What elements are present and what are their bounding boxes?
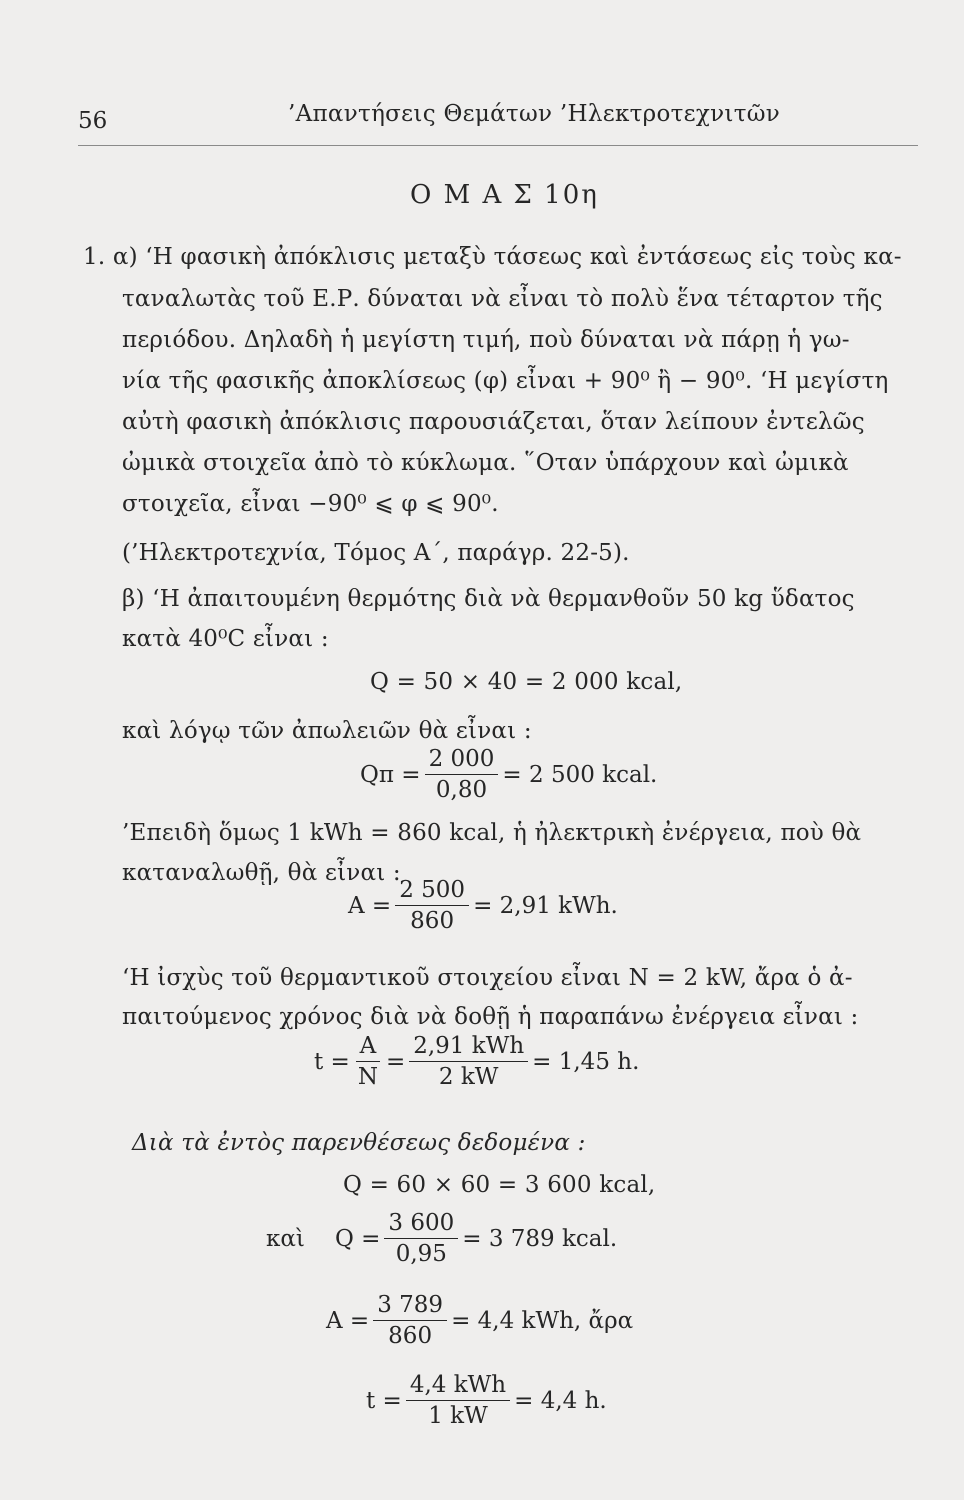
equation-rhs: = 3 789 kcal. (462, 1225, 618, 1252)
part-a-line: περιόδου. Δηλαδὴ ἡ μεγίστη τιμή, ποὺ δύναται νὰ πάρῃ ἡ γω- (122, 327, 850, 353)
equation-energy (348, 877, 618, 934)
equation-rhs: = 4,4 h. (514, 1387, 607, 1414)
part-a-reference: (’Ηλεκτροτεχνία, Τόμος Α΄, παράγρ. 22-5). (122, 540, 630, 566)
part-a-line: νία τῆς φασικῆς ἀποκλίσεως (φ) εἶναι + 90⁰ ἢ − 90⁰. ‘Η μεγίστη (122, 368, 889, 394)
equation-rhs: = 2 500 kcal. (502, 761, 658, 788)
equation-lhs: Q = (334, 1225, 381, 1252)
fraction (425, 746, 499, 803)
equation-lhs: A = (326, 1307, 370, 1334)
part-b-intro-line: β) ‘Η ἀπαιτουμένη θερμότης διὰ νὰ θερμανθοῦν 50 kg ὕδατος (122, 586, 855, 612)
fraction (384, 1210, 458, 1267)
equation-lhs: t = (314, 1048, 350, 1075)
equation-lhs: Qπ = (360, 761, 421, 788)
equation-heat-losses (360, 746, 657, 803)
section-title: Ο Μ Α Σ 10η (410, 180, 599, 210)
fraction-denominator: 2 kW (438, 1064, 499, 1090)
fraction (354, 1033, 382, 1090)
bracket-data-heading: Διὰ τὰ ἐντὸς παρενθέσεως δεδομένα : (132, 1130, 586, 1156)
fraction (395, 877, 469, 934)
fraction (373, 1292, 447, 1349)
header-rule (78, 145, 918, 146)
equation-prefix: καὶ (266, 1225, 305, 1252)
power-text-line: ‘Η ἰσχὺς τοῦ θερμαντικοῦ στοιχείου εἶναι N = 2 kW, ἄρα ὁ ἀ- (122, 965, 853, 991)
fraction-denominator: 0,80 (435, 777, 488, 803)
power-text-line: παιτούμενος χρόνος διὰ νὰ δοθῇ ἡ παραπάνω ἐνέργεια εἶναι : (122, 1004, 859, 1030)
part-a-line: ὠμικὰ στοιχεῖα ἀπὸ τὸ κύκλωμα. ῞Οταν ὑπάρχουν καὶ ὠμικὰ (122, 450, 849, 476)
equation-lhs: t = (366, 1387, 402, 1414)
equation-time (314, 1033, 639, 1090)
part-b-intro-line: κατὰ 40⁰C εἶναι : (122, 626, 329, 652)
fraction (406, 1372, 510, 1429)
equation-lhs: A = (348, 892, 392, 919)
part-a-line: 1. α) ‘Η φασικὴ ἀπόκλισις μεταξὺ τάσεως καὶ ἐντάσεως εἰς τοὺς κα- (83, 244, 902, 270)
fraction-denominator: 0,95 (395, 1241, 447, 1267)
fraction (409, 1033, 528, 1090)
equation-rhs: = 1,45 h. (532, 1048, 640, 1075)
equation-energy-bracket (326, 1292, 633, 1349)
fraction-numerator: 3 789 (373, 1292, 447, 1321)
losses-text: καὶ λόγῳ τῶν ἀπωλειῶν θὰ εἶναι : (122, 718, 532, 744)
fraction-numerator: 3 600 (384, 1210, 458, 1239)
page-number: 56 (78, 108, 108, 134)
fraction-numerator: 2,91 kWh (409, 1033, 528, 1062)
equation-rhs: = 2,91 kWh. (473, 892, 618, 919)
equation-rhs: = 4,4 kWh, ἄρα (451, 1307, 634, 1334)
energy-text-line: καταναλωθῇ, θὰ εἶναι : (122, 860, 401, 886)
equation-equals: = (385, 1048, 406, 1075)
equation-heat-bracket: Q = 60 × 60 = 3 600 kcal, (343, 1172, 656, 1198)
equation-time-bracket (366, 1372, 607, 1429)
fraction-denominator: 860 (388, 1323, 433, 1349)
fraction-denominator: N (357, 1064, 378, 1090)
part-a-line: αὐτὴ φασικὴ ἀπόκλισις παρουσιάζεται, ὅταν λείπουν ἐντελῶς (122, 409, 865, 435)
fraction-denominator: 860 (410, 908, 455, 934)
part-a-line: ταναλωτὰς τοῦ Ε.Ρ. δύναται νὰ εἶναι τὸ πολὺ ἕνα τέταρτον τῆς (122, 286, 883, 312)
running-title: ’Απαντήσεις Θεμάτων ’Ηλεκτροτεχνιτῶν (288, 101, 781, 127)
fraction-numerator: A (356, 1033, 381, 1062)
fraction-numerator: 2 000 (425, 746, 499, 775)
fraction-numerator: 4,4 kWh (406, 1372, 510, 1401)
equation-heat-losses-bracket (266, 1210, 617, 1267)
fraction-numerator: 2 500 (395, 877, 469, 906)
equation-heat: Q = 50 × 40 = 2 000 kcal, (370, 669, 683, 695)
fraction-denominator: 1 kW (428, 1403, 488, 1429)
part-a-line: στοιχεῖα, εἶναι −90⁰ ⩽ φ ⩽ 90⁰. (122, 491, 499, 517)
energy-text-line: ’Επειδὴ ὅμως 1 kWh = 860 kcal, ἡ ἠλεκτρικὴ ἐνέργεια, ποὺ θὰ (122, 820, 862, 846)
